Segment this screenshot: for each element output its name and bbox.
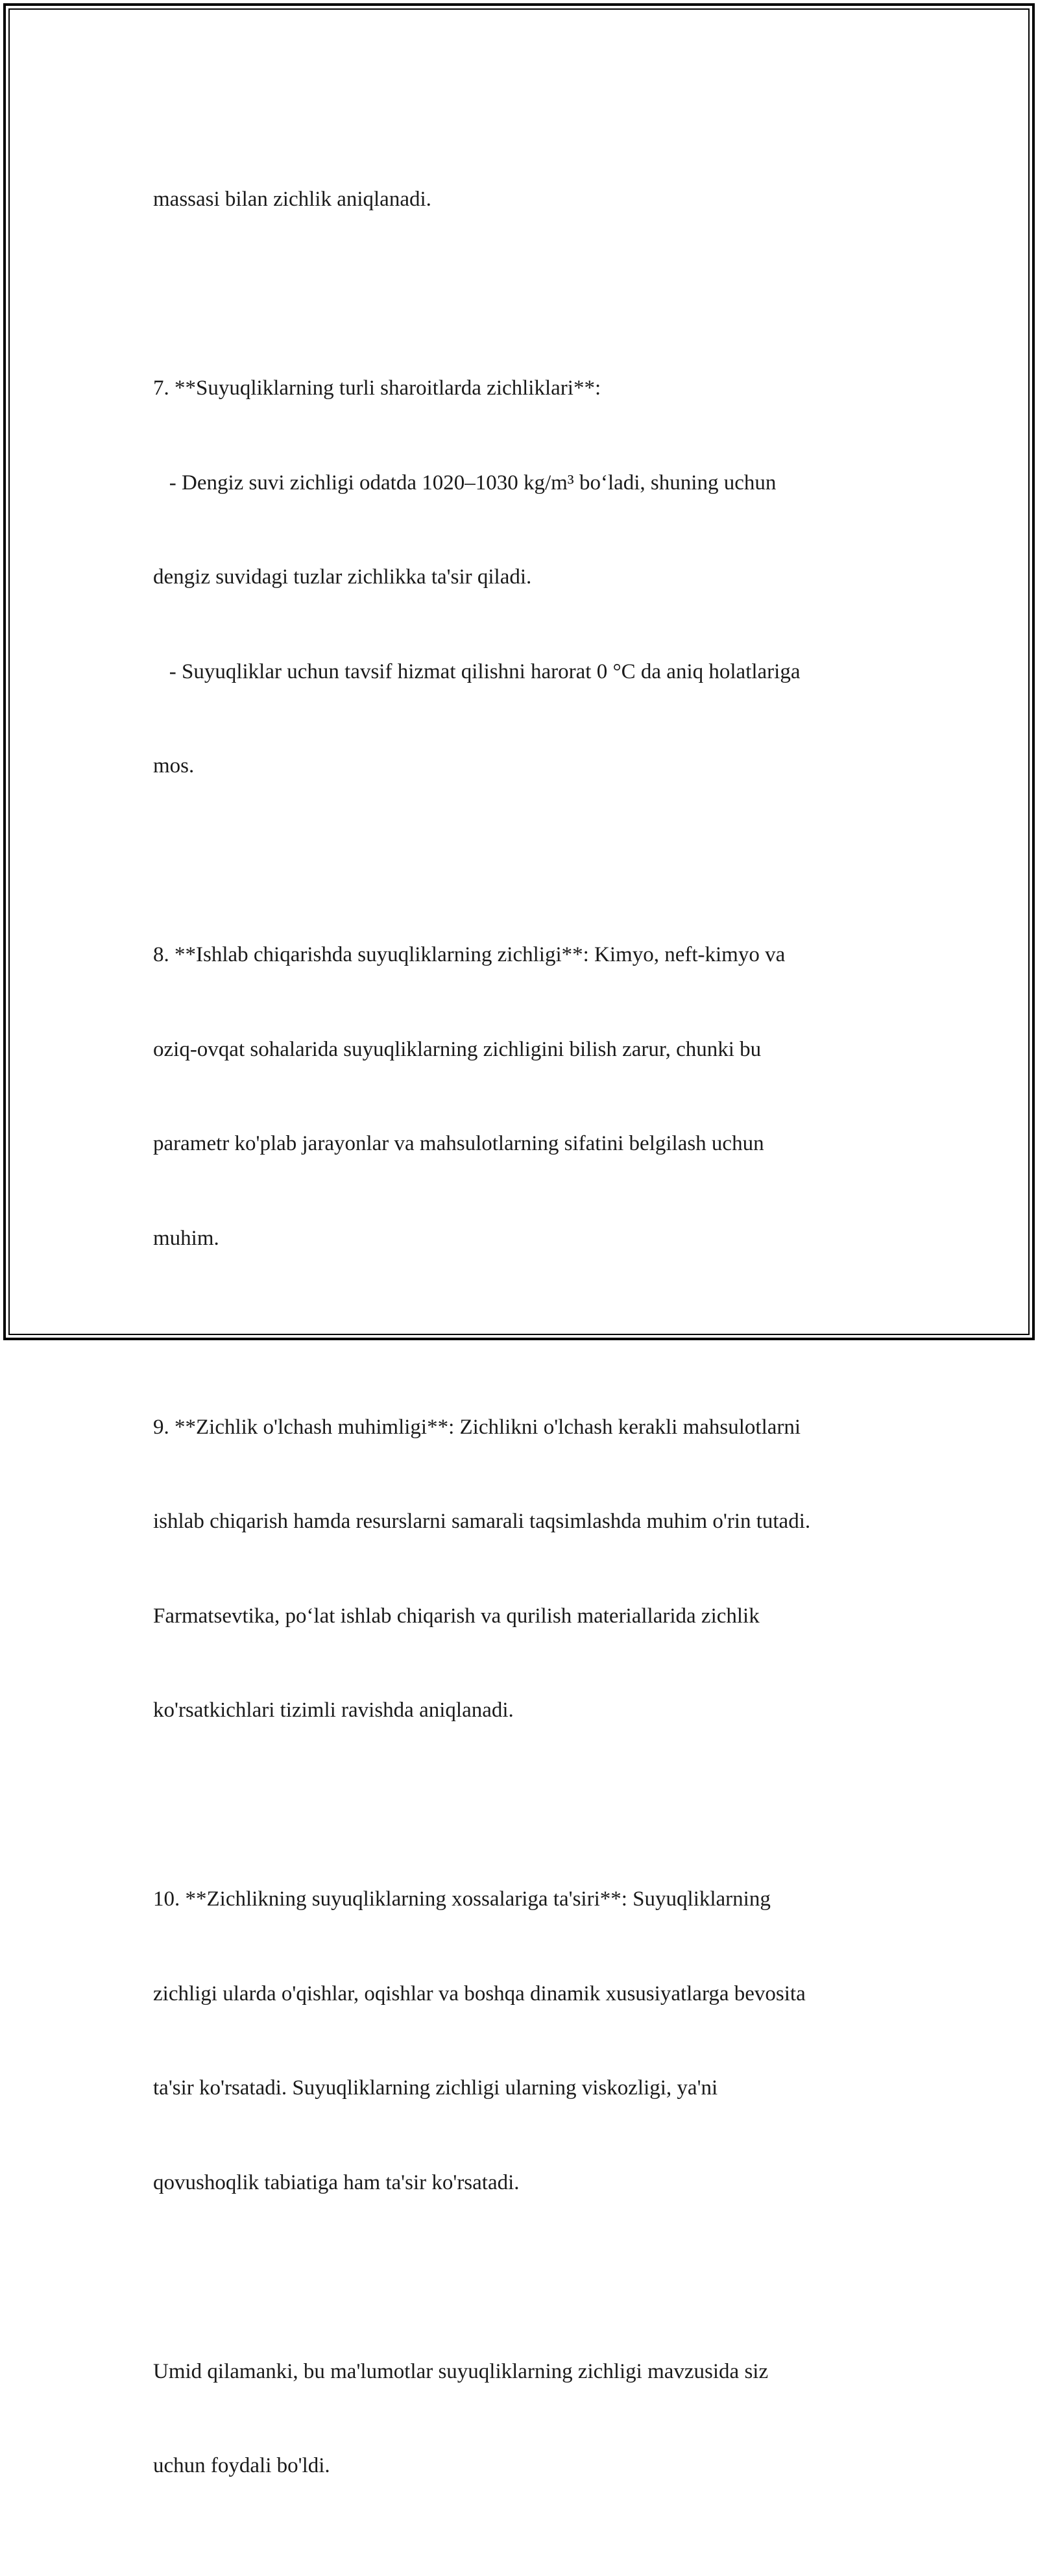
text-line: ishlab chiqarish hamda resurslarni samarali taqsimlashda muhim o'rin tutadi. bbox=[153, 1510, 811, 1533]
paragraph-item-8 bbox=[153, 876, 886, 1317]
text-line: uchun foydali bo'ldi. bbox=[153, 2454, 330, 2477]
text-line: 9. **Zichlik o'lchash muhimligi**: Zichlikni o'lchash kerakli mahsulotlarni bbox=[153, 1415, 801, 1439]
text-line: dengiz suvidagi tuzlar zichlikka ta'sir qiladi. bbox=[153, 565, 532, 589]
text-line: zichligi ularda o'qishlar, oqishlar va boshqa dinamik xususiyatlarga bevosita bbox=[153, 1981, 806, 2006]
paragraph-item-9 bbox=[153, 1349, 886, 1789]
text-line: ko'rsatkichlari tizimli ravishda aniqlanadi. bbox=[153, 1699, 514, 1722]
text-line: qovushoqlik tabiatiga ham ta'sir ko'rsatadi. bbox=[153, 2170, 520, 2194]
document-body bbox=[153, 121, 886, 2576]
text-line: 8. **Ishlab chiqarishda suyuqliklarning zichligi**: Kimyo, neft-kimyo va bbox=[153, 943, 786, 966]
text-line: ta'sir ko'rsatadi. Suyuqliklarning zichligi ularning viskozligi, ya'ni bbox=[153, 2076, 718, 2100]
text-line: 10. **Zichlikning suyuqliklarning xossalariga ta'siri**: Suyuqliklarning bbox=[153, 1887, 771, 1911]
paragraph-item-10 bbox=[153, 1821, 886, 2261]
text-line: oziq-ovqat sohalarida suyuqliklarning zichligini bilish zarur, chunki bu bbox=[153, 1037, 762, 1061]
text-line: muhim. bbox=[153, 1226, 219, 1250]
text-line: Umid qilamanki, bu ma'lumotlar suyuqliklarning zichligi mavzusida siz bbox=[153, 2359, 769, 2383]
text-line: - Suyuqliklar uchun tavsif hizmat qilishni harorat 0 °C da aniq holatlariga bbox=[153, 659, 801, 683]
text-line: Farmatsevtika, po‘lat ishlab chiqarish va qurilish materiallarida zichlik bbox=[153, 1604, 760, 1628]
text-line: - Dengiz suvi zichligi odatda 1020–1030 kg/m³ bo‘ladi, shuning uchun bbox=[153, 471, 777, 495]
paragraph-item-7 bbox=[153, 310, 886, 845]
text-line: parametr ko'plab jarayonlar va mahsulotlarning sifatini belgilash uchun bbox=[153, 1132, 764, 1155]
text-line: 7. **Suyuqliklarning turli sharoitlarda zichliklari**: bbox=[153, 376, 601, 400]
paragraph-closing bbox=[153, 2293, 886, 2545]
text-line: mos. bbox=[153, 754, 195, 778]
text-line: massasi bilan zichlik aniqlanadi. bbox=[153, 188, 431, 211]
paragraph-continuation bbox=[153, 121, 886, 278]
